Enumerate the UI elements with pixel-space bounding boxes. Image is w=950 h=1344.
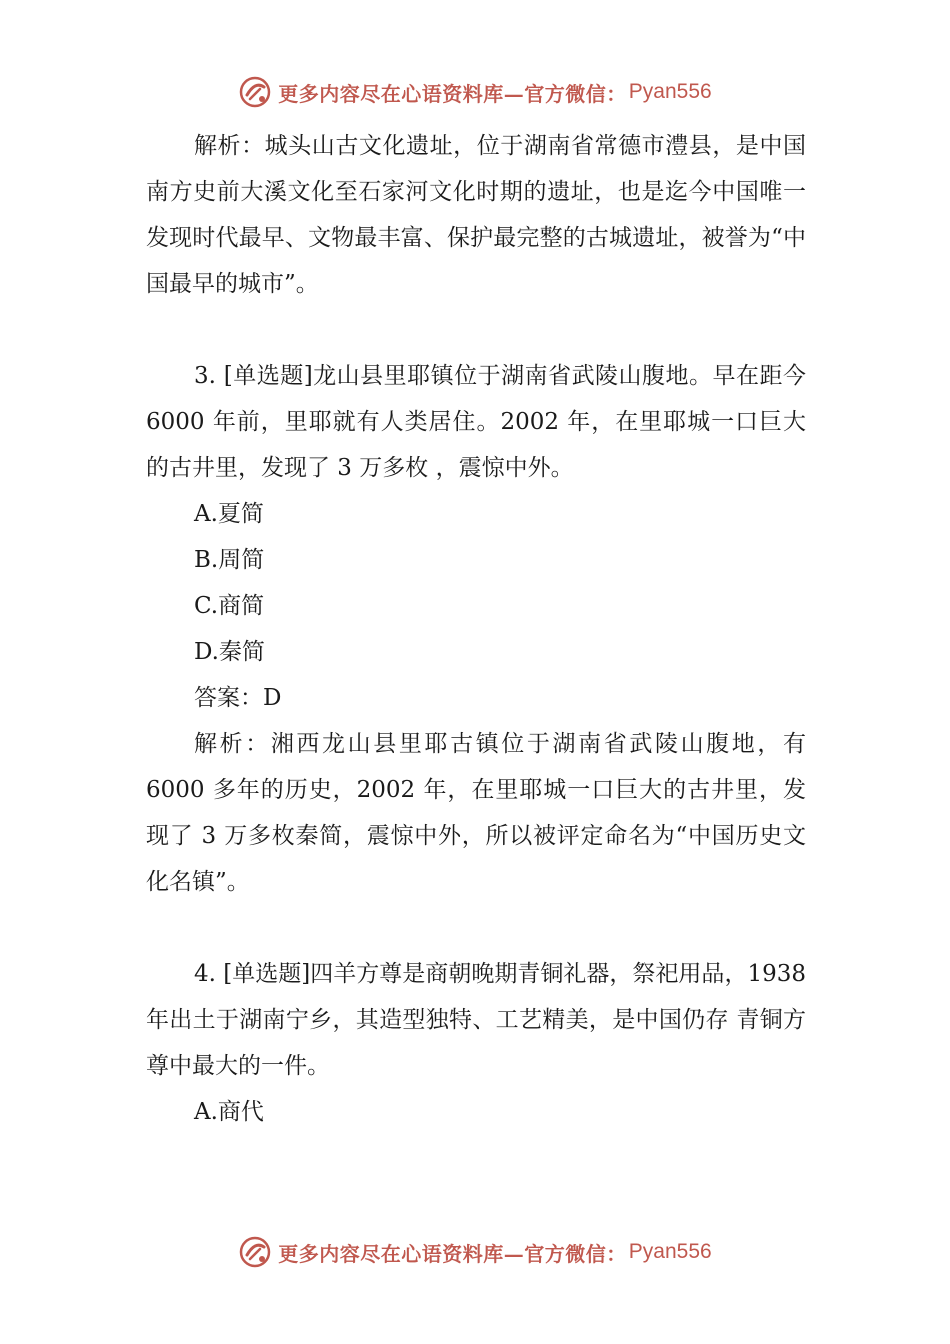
q4-stem: 4. [单选题]四羊方尊是商朝晚期青铜礼器，祭祀用品，1938 年出土于湖南宁乡，其造型独特、工艺精美，是中国仍存 青铜方尊中最大的一件。: [146, 961, 806, 1079]
document-body: [146, 123, 806, 1135]
q3-option-b: B.周简: [194, 547, 265, 573]
prev-analysis: 解析：城头山古文化遗址，位于湖南省常德市澧县，是中国南方史前大溪文化至石家河文化时期的遗址，也是迄今中国唯一发现时代最早、文物最丰富、保护最完整的古城遗址，被誉为“中国最早的城市”。: [146, 133, 806, 297]
banner-text: 更多内容尽在心语资料库—官方微信：: [278, 81, 627, 106]
header-banner: [0, 70, 950, 114]
footer-banner: [0, 1230, 950, 1274]
q3-analysis: 解析：湘西龙山县里耶古镇位于湖南省武陵山腹地，有 6000 多年的历史，2002 年，在里耶城一口巨大的古井里，发现了 3 万多枚秦简，震惊中外，所以被评定命名为“中国历史文化名镇”。: [146, 731, 806, 895]
q3-option-a: A.夏简: [194, 501, 264, 527]
q3-stem: 3. [单选题]龙山县里耶镇位于湖南省武陵山腹地。早在距今 6000 年前，里耶就有人类居住。2002 年，在里耶城一口巨大的古井里，发现了 3 万多枚 ，震惊中外。: [146, 363, 806, 481]
q3-option-c: C.商简: [194, 593, 265, 619]
logo-icon: [238, 75, 272, 109]
banner-wechat-id: Pyan556: [628, 80, 712, 103]
q3-option-d: D.秦简: [194, 639, 265, 665]
banner-wechat-id: Pyan556: [628, 1240, 712, 1263]
q3-answer: 答案：D: [194, 685, 282, 711]
q4-option-a: A.商代: [194, 1099, 264, 1125]
banner-text: 更多内容尽在心语资料库—官方微信：: [278, 1241, 627, 1266]
logo-icon: [238, 1235, 272, 1269]
